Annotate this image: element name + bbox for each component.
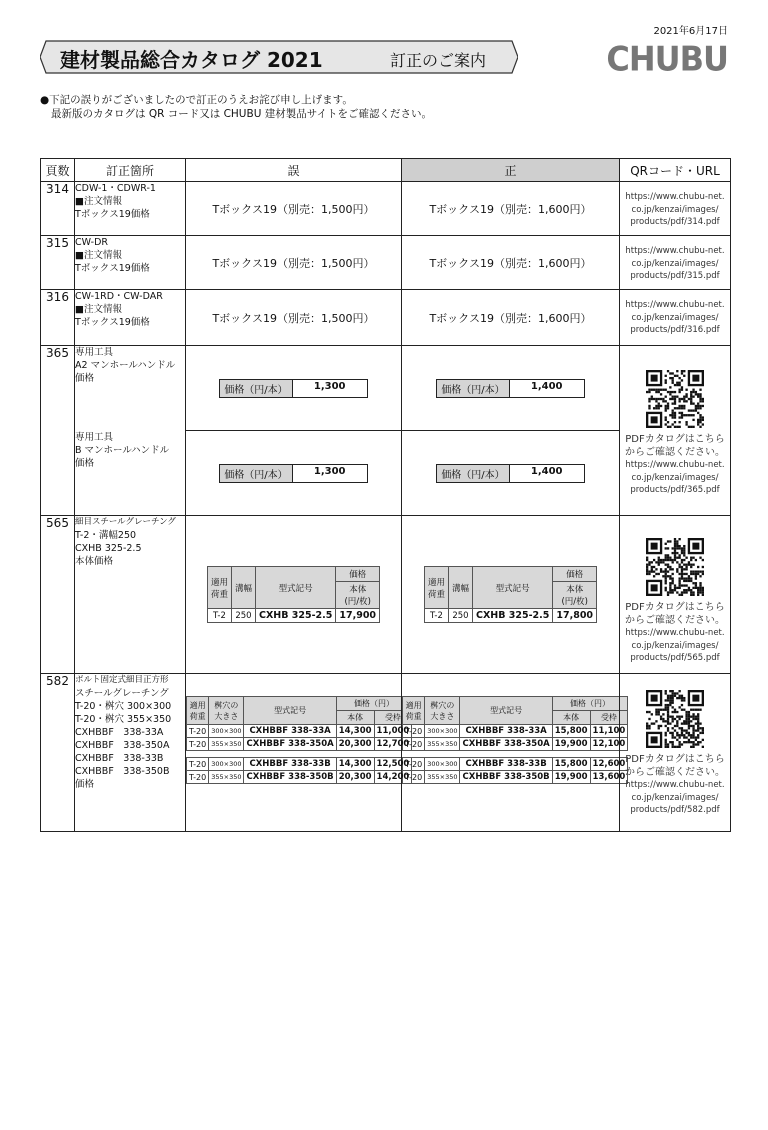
cell-load: T-20 [403, 758, 425, 771]
price-value: 1,300 [313, 465, 346, 477]
h-load: 適用 荷重 [207, 567, 231, 609]
table-header-row [41, 159, 731, 182]
cell-body-price: 20,300 [336, 771, 374, 784]
loc-line: 本体価格 [75, 556, 114, 567]
price-box [219, 379, 367, 398]
table-row [41, 290, 731, 346]
cell-width: 250 [231, 609, 255, 623]
cell-width: 250 [448, 609, 472, 623]
loc-line: スチールグレーチング [75, 688, 169, 699]
table-row [41, 516, 731, 674]
header-location: 訂正箇所 [75, 159, 186, 182]
loc-line: T-2・溝幅250 [75, 530, 137, 541]
correct-value [402, 431, 620, 516]
cell-load: T-20 [187, 725, 209, 738]
h-price: 価格 [336, 567, 380, 582]
loc-line: CXHB 325-2.5 [75, 543, 142, 554]
url-cell [620, 346, 731, 516]
wrong-value [186, 674, 410, 832]
cell-load: T-20 [187, 771, 209, 784]
loc-line: CXHBBF 338-33B [75, 753, 164, 764]
loc-line: CDW-1・CDWR-1 [75, 183, 156, 194]
loc-line: Tボックス19価格 [75, 263, 150, 274]
correction-location [75, 516, 186, 674]
correct-value: Tボックス19（別売：1,600円） [402, 290, 620, 346]
cell-load: T-20 [403, 771, 425, 784]
cell-hole: 355×350 [425, 738, 460, 751]
cell-model: CXHBBF 338-33A [460, 725, 552, 738]
loc-line: A2 マンホールハンドル [75, 360, 176, 371]
url-cell [620, 182, 731, 236]
issue-date: 2021年6月17日 [653, 26, 728, 37]
url-line[interactable]: products/pdf/315.pdf [630, 271, 720, 281]
loc-line: 価格 [75, 779, 95, 790]
url-caption: PDFカタログはこちら [625, 434, 725, 445]
url-line[interactable]: products/pdf/582.pdf [630, 805, 720, 815]
loc-line: CXHBBF 338-350A [75, 740, 170, 751]
table-row [41, 674, 731, 832]
cell-load: T-2 [207, 609, 231, 623]
price-subtable [186, 696, 412, 784]
loc-line: ■注文情報 [75, 304, 122, 315]
cell-frame-price: 11,000 [374, 725, 412, 738]
wrong-value [186, 516, 402, 674]
h-width: 溝幅 [231, 567, 255, 609]
url-line[interactable]: https://www.chubu-net. [625, 780, 725, 790]
h-hole: 桝穴の 大きさ [425, 697, 460, 725]
url-line[interactable]: co.jp/kenzai/images/ [631, 640, 719, 651]
cell-body-price: 14,300 [336, 725, 374, 738]
price-label: 価格（円/本） [437, 380, 509, 397]
h-recv: 受枠 [374, 711, 412, 725]
url-caption: からご確認ください。 [625, 766, 725, 778]
h-body: 本体 (円/枚) [336, 582, 380, 609]
cell-hole: 300×300 [425, 725, 460, 738]
cell-model: CXHB 325-2.5 [255, 609, 335, 623]
loc-line: 価格 [75, 373, 95, 384]
notice-text [40, 93, 432, 121]
header-url: QRコード・URL [620, 159, 731, 182]
loc-line: 専用工具 [75, 431, 114, 443]
catalog-subtitle: 訂正のご案内 [390, 51, 487, 70]
notice-line: 最新版のカタログは QR コード又は CHUBU 建材製品サイトをご確認ください。 [51, 108, 432, 120]
table-row [187, 738, 412, 751]
qr-code-icon[interactable] [646, 690, 704, 748]
loc-line: ■注文情報 [75, 250, 122, 261]
cell-load: T-20 [187, 758, 209, 771]
url-line[interactable]: https://www.chubu-net. [625, 300, 725, 310]
cell-body-price: 20,300 [336, 738, 374, 751]
page-number: 316 [41, 290, 75, 346]
h-price: 価格（円） [552, 697, 628, 711]
loc-line: CXHBBF 338-350B [75, 766, 170, 777]
loc-line: ボルト固定式細目正方形 [75, 675, 169, 685]
url-line[interactable]: co.jp/kenzai/images/ [631, 792, 719, 803]
url-caption: からご確認ください。 [625, 446, 725, 458]
cell-frame-price: 12,500 [374, 758, 412, 771]
cell-price: 17,800 [553, 609, 597, 623]
price-subtable [424, 566, 597, 623]
url-line[interactable]: products/pdf/365.pdf [630, 485, 720, 495]
cell-hole: 355×350 [209, 771, 244, 784]
cell-frame-price: 11,100 [590, 725, 628, 738]
cell-frame-price: 13,600 [590, 771, 628, 784]
catalog-title: 建材製品総合カタログ 2021 [60, 48, 323, 72]
url-cell [620, 674, 731, 832]
page-number: 314 [41, 182, 75, 236]
loc-line: CW-1RD・CW-DAR [75, 291, 163, 302]
h-recv: 受枠 [590, 711, 628, 725]
notice-line: ●下記の誤りがございましたので訂正のうえお詫び申し上げます。 [40, 94, 353, 106]
cell-frame-price: 12,700 [374, 738, 412, 751]
url-caption: からご確認ください。 [625, 614, 725, 626]
table-row [187, 771, 412, 784]
loc-line: CW-DR [75, 237, 108, 248]
correction-location [75, 346, 186, 431]
cell-body-price: 15,800 [552, 758, 590, 771]
correction-location [75, 182, 186, 236]
cell-model: CXHBBF 338-350A [244, 738, 336, 751]
table-row [41, 346, 731, 431]
title-banner [40, 38, 518, 76]
price-subtable [402, 696, 628, 784]
page-number: 315 [41, 236, 75, 290]
wrong-value: Tボックス19（別売：1,500円） [186, 236, 402, 290]
price-label: 価格（円/本） [437, 465, 509, 482]
cell-body-price: 19,900 [552, 738, 590, 751]
h-model: 型式記号 [472, 567, 552, 609]
h-load: 適用 荷重 [187, 697, 209, 725]
url-line[interactable]: products/pdf/565.pdf [630, 653, 720, 663]
cell-model: CXHB 325-2.5 [472, 609, 552, 623]
correction-location [75, 674, 186, 832]
price-box [436, 464, 584, 483]
url-cell [620, 516, 731, 674]
price-value: 1,300 [313, 380, 346, 392]
url-cell [620, 290, 731, 346]
cell-hole: 355×350 [209, 738, 244, 751]
cell-body-price: 19,900 [552, 771, 590, 784]
cell-load: T-20 [403, 725, 425, 738]
cell-hole: 300×300 [209, 758, 244, 771]
h-price: 価格 [553, 567, 597, 582]
url-line[interactable]: https://www.chubu-net. [625, 460, 725, 470]
correction-location [75, 236, 186, 290]
price-value: 1,400 [530, 465, 563, 477]
table-row [41, 182, 731, 236]
h-model: 型式記号 [460, 697, 552, 725]
cell-hole: 355×350 [425, 771, 460, 784]
correction-location [75, 431, 186, 516]
table-row [41, 236, 731, 290]
table-row [403, 758, 628, 771]
table-row [403, 771, 628, 784]
h-body: 本体 (円/枚) [553, 582, 597, 609]
table-row [187, 725, 412, 738]
correct-value [402, 346, 620, 431]
h-body: 本体 [552, 711, 590, 725]
cell-model: CXHBBF 338-33A [244, 725, 336, 738]
qr-code-icon[interactable] [646, 538, 704, 596]
url-line[interactable]: co.jp/kenzai/images/ [631, 472, 719, 483]
price-box [219, 464, 367, 483]
correct-value [402, 674, 626, 832]
chubu-logo: CHUBU [606, 39, 728, 79]
url-line[interactable]: products/pdf/314.pdf [630, 217, 720, 227]
wrong-value: Tボックス19（別売：1,500円） [186, 290, 402, 346]
cell-load: T-20 [403, 738, 425, 751]
correction-table [40, 158, 731, 832]
correct-value: Tボックス19（別売：1,600円） [402, 236, 620, 290]
loc-line: B マンホールハンドル [75, 444, 170, 456]
cell-load: T-20 [187, 738, 209, 751]
loc-line: 専用工具 [75, 347, 114, 358]
price-box [436, 379, 584, 398]
header-wrong: 誤 [186, 159, 402, 182]
table-row [403, 738, 628, 751]
correction-location [75, 290, 186, 346]
page-number: 582 [41, 674, 75, 832]
wrong-value [186, 346, 402, 431]
h-load: 適用 荷重 [424, 567, 448, 609]
correct-value: Tボックス19（別売：1,600円） [402, 182, 620, 236]
url-line[interactable]: co.jp/kenzai/images/ [631, 312, 719, 323]
price-label: 価格（円/本） [220, 465, 292, 482]
h-width: 溝幅 [448, 567, 472, 609]
url-line[interactable]: https://www.chubu-net. [625, 246, 725, 256]
url-caption: PDFカタログはこちら [625, 754, 725, 765]
correct-value [402, 516, 620, 674]
cell-body-price: 15,800 [552, 725, 590, 738]
loc-line: T-20・桝穴 355×350 [75, 714, 172, 725]
table-row [187, 758, 412, 771]
url-line[interactable]: products/pdf/316.pdf [630, 325, 720, 335]
cell-hole: 300×300 [425, 758, 460, 771]
h-price: 価格（円） [336, 697, 412, 711]
price-label: 価格（円/本） [220, 380, 292, 397]
cell-price: 17,900 [336, 609, 380, 623]
url-line[interactable]: https://www.chubu-net. [625, 192, 725, 202]
cell-frame-price: 12,100 [590, 738, 628, 751]
h-load: 適用 荷重 [403, 697, 425, 725]
cell-model: CXHBBF 338-350B [460, 771, 552, 784]
loc-line: 細目スチールグレーチング [75, 517, 176, 527]
url-caption: PDFカタログはこちら [625, 602, 725, 613]
loc-line: Tボックス19価格 [75, 317, 150, 328]
table-row [403, 725, 628, 738]
cell-hole: 300×300 [209, 725, 244, 738]
wrong-value [186, 431, 402, 516]
cell-model: CXHBBF 338-350B [244, 771, 336, 784]
h-hole: 桝穴の 大きさ [209, 697, 244, 725]
cell-frame-price: 12,600 [590, 758, 628, 771]
wrong-value: Tボックス19（別売：1,500円） [186, 182, 402, 236]
cell-load: T-2 [424, 609, 448, 623]
price-subtable [207, 566, 380, 623]
url-line[interactable]: co.jp/kenzai/images/ [631, 258, 719, 269]
qr-code-icon[interactable] [646, 370, 704, 428]
loc-line: Tボックス19価格 [75, 209, 150, 220]
price-value: 1,400 [530, 380, 563, 392]
loc-line: ■注文情報 [75, 196, 122, 207]
h-body: 本体 [336, 711, 374, 725]
cell-body-price: 14,300 [336, 758, 374, 771]
page-number: 365 [41, 346, 75, 516]
cell-model: CXHBBF 338-350A [460, 738, 552, 751]
loc-line: CXHBBF 338-33A [75, 727, 164, 738]
cell-model: CXHBBF 338-33B [244, 758, 336, 771]
header-correct: 正 [402, 159, 620, 182]
url-line[interactable]: https://www.chubu-net. [625, 628, 725, 638]
url-line[interactable]: co.jp/kenzai/images/ [631, 204, 719, 215]
cell-model: CXHBBF 338-33B [460, 758, 552, 771]
cell-frame-price: 14,200 [374, 771, 412, 784]
header-page: 頁数 [41, 159, 75, 182]
loc-line: T-20・桝穴 300×300 [75, 701, 172, 712]
url-cell [620, 236, 731, 290]
loc-line: 価格 [75, 457, 95, 469]
h-model: 型式記号 [244, 697, 336, 725]
page-number: 565 [41, 516, 75, 674]
h-model: 型式記号 [255, 567, 335, 609]
